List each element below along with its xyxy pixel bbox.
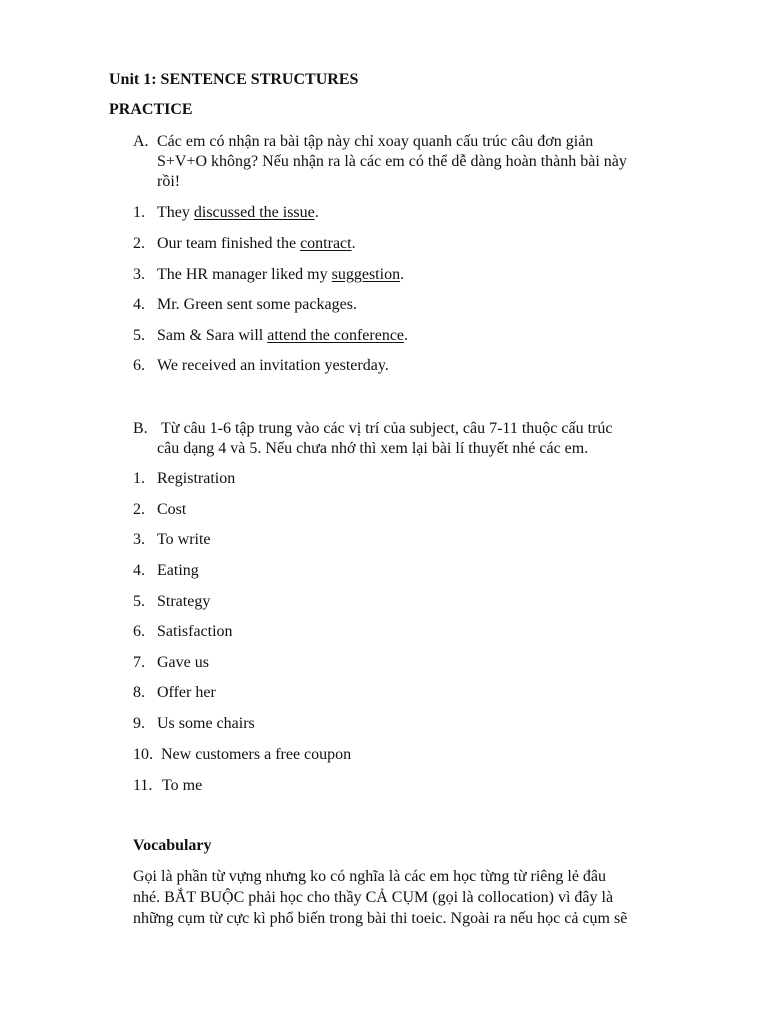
answer-text: Us some chairs (157, 715, 255, 732)
item-number: 1. (133, 204, 145, 221)
answer-item (133, 653, 209, 673)
item-number: 3. (133, 531, 145, 548)
list-item (133, 295, 357, 315)
vocabulary-paragraph-line: những cụm từ cực kì phổ biến trong bài thi toeic. Ngoài ra nếu học cả cụm sẽ (133, 910, 628, 927)
sentence-punctuation: . (314, 204, 319, 221)
item-number: 7. (133, 654, 145, 671)
answer-item (133, 561, 199, 581)
sentence-punctuation: . (404, 327, 409, 344)
item-number: 2. (133, 235, 145, 252)
item-number: 8. (133, 684, 145, 701)
item-number: 1. (133, 470, 145, 487)
vocabulary-paragraph-line: nhé. BẮT BUỘC phải học cho thầy CẢ CỤM (gọi là collocation) vì đây là (133, 889, 614, 906)
item-number: 4. (133, 296, 145, 313)
underlined-phrase: discussed the issue (193, 204, 315, 221)
answer-text: To write (157, 531, 211, 548)
answer-item (133, 592, 211, 612)
answer-text: Registration (157, 470, 236, 487)
underlined-phrase: suggestion (331, 266, 401, 283)
item-sentence (157, 203, 319, 223)
sentence-text: They (157, 204, 194, 221)
list-item (133, 356, 389, 376)
answer-item (133, 745, 352, 765)
item-number: 11. (133, 777, 153, 794)
answer-text: Eating (157, 562, 199, 579)
section-b-instruction-line: Từ câu 1-6 tập trung vào các vị trí của subject, câu 7-11 thuộc cấu trúc (161, 420, 613, 437)
item-number: 3. (133, 266, 145, 283)
item-number: 6. (133, 623, 145, 640)
item-number: 4. (133, 562, 145, 579)
underlined-phrase: contract (300, 235, 352, 252)
answer-item (133, 500, 187, 520)
underlined-phrase: attend the conference (267, 327, 405, 344)
item-number: 10. (133, 746, 153, 763)
sentence-punctuation: . (400, 266, 405, 283)
answer-item (133, 530, 211, 550)
answer-text: New customers a free coupon (161, 746, 352, 763)
answer-text: To me (162, 777, 203, 794)
answer-item (133, 714, 255, 734)
list-item (133, 265, 405, 285)
item-number: 2. (133, 501, 145, 518)
item-number: 9. (133, 715, 145, 732)
item-sentence: We received an invitation yesterday. (157, 357, 389, 374)
vocabulary-paragraph-line: Gọi là phần từ vựng nhưng ko có nghĩa là các em học từng từ riêng lẻ đâu (133, 868, 607, 885)
section-b-instruction-line: câu dạng 4 và 5. Nếu chưa nhớ thì xem lại bài lí thuyết nhé các em. (157, 440, 589, 457)
sentence-text: Sam & Sara will (157, 327, 268, 344)
document-title: Unit 1: SENTENCE STRUCTURES (109, 71, 359, 88)
sentence-punctuation: . (351, 235, 356, 252)
section-a-instruction-line: S+V+O không? Nếu nhận ra là các em có thể dễ dàng hoàn thành bài này (157, 153, 627, 170)
section-a-instruction-line: rồi! (157, 173, 181, 190)
section-a-marker: A. (133, 133, 149, 150)
section-b-marker: B. (133, 420, 148, 437)
list-item (133, 203, 319, 223)
item-number: 6. (133, 357, 145, 374)
answer-text: Cost (157, 501, 187, 518)
item-sentence (157, 326, 408, 346)
sentence-text: The HR manager liked my (157, 266, 332, 283)
section-a-instruction-line: Các em có nhận ra bài tập này chỉ xoay quanh cấu trúc câu đơn giản (157, 133, 594, 150)
vocabulary-heading: Vocabulary (133, 837, 212, 854)
answer-item (133, 622, 233, 642)
item-number: 5. (133, 593, 145, 610)
item-sentence (157, 234, 356, 254)
answer-item (133, 683, 216, 703)
answer-text: Offer her (157, 684, 216, 701)
item-sentence (157, 265, 404, 285)
answer-text: Strategy (157, 593, 211, 610)
practice-heading: PRACTICE (109, 101, 193, 118)
answer-text: Satisfaction (157, 623, 233, 640)
item-number: 5. (133, 327, 145, 344)
list-item (133, 326, 409, 346)
answer-text: Gave us (157, 654, 209, 671)
sentence-text: Our team finished the (157, 235, 301, 252)
answer-item (133, 469, 236, 489)
item-sentence: Mr. Green sent some packages. (157, 296, 357, 313)
answer-item (133, 776, 203, 796)
list-item (133, 234, 356, 254)
